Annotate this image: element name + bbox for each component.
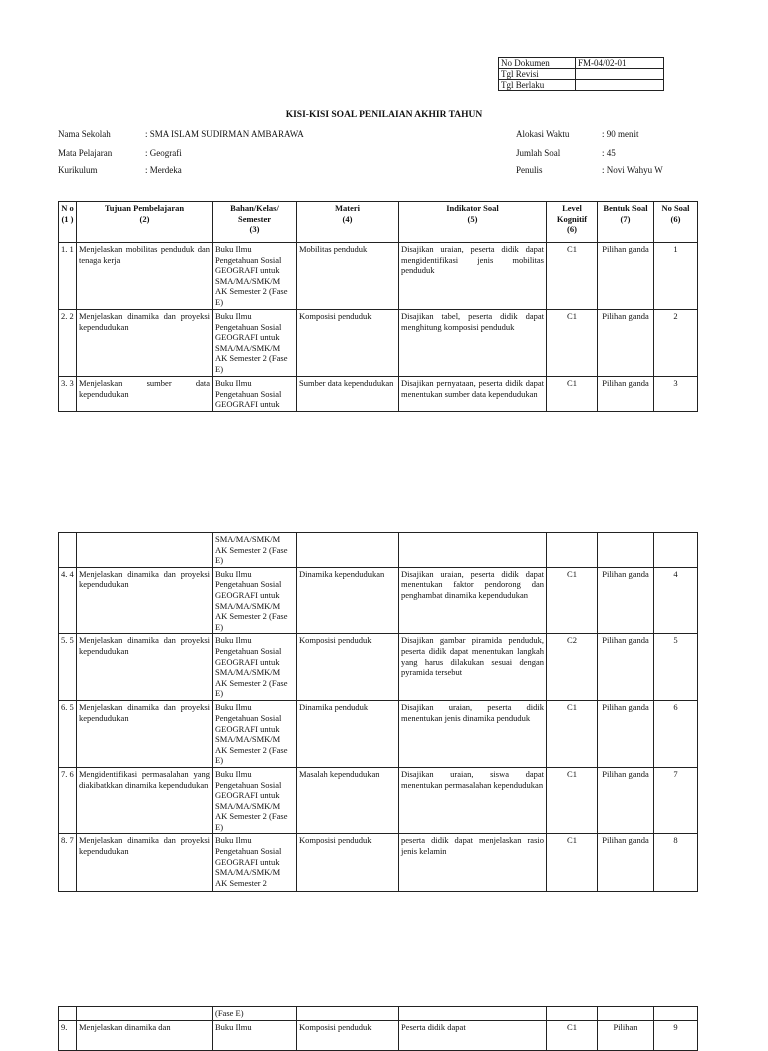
info-label-subject: Mata Pelajaran — [58, 148, 113, 158]
cell-bahan: Buku Ilmu Pengetahuan Sosial GEOGRAFI untuk SMA/MA/SMK/M AK Semester 2 (Fase E) — [213, 634, 297, 701]
cell-nosoal: 3 — [654, 377, 698, 412]
cell-bahan: Buku Ilmu Pengetahuan Sosial GEOGRAFI untuk SMA/MA/SMK/M AK Semester 2 (Fase E) — [213, 567, 297, 634]
cell-level: C1 — [547, 377, 598, 412]
header-label: Indikator Soal — [446, 203, 499, 213]
cell-bentuk — [598, 1007, 654, 1021]
cell-nosoal — [654, 1007, 698, 1021]
info-value-school: : SMA ISLAM SUDIRMAN AMBARAWA — [145, 129, 304, 139]
info-label-curriculum: Kurikulum — [58, 165, 98, 175]
grid-table-page-1 — [58, 201, 698, 412]
cell-no: 1. 1 — [59, 243, 77, 310]
cell-level: C1 — [547, 701, 598, 768]
doc-value: FM-04/02-01 — [576, 58, 664, 69]
table-row — [59, 634, 698, 701]
grid-table-page-2 — [58, 532, 698, 892]
cell-nosoal — [654, 533, 698, 568]
cell-indikator: Disajikan pernyataan, peserta didik dapat menentukan sumber data kependudukan — [399, 377, 547, 412]
doc-row-number — [499, 58, 664, 69]
cell-nosoal: 2 — [654, 310, 698, 377]
info-value-curriculum: : Merdeka — [145, 165, 182, 175]
cell-nosoal: 8 — [654, 834, 698, 892]
cell-no: 2. 2 — [59, 310, 77, 377]
doc-value — [576, 80, 664, 91]
cell-bentuk: Pilihan ganda — [598, 701, 654, 768]
table-row — [59, 310, 698, 377]
cell-tujuan: Mengidentifikasi permasalahan yang diakibatkkan dinamika kependudukan — [77, 767, 213, 834]
header-label: N o (1 ) — [61, 203, 74, 224]
header-number: (7) — [620, 213, 631, 224]
cell-no: 9. — [59, 1020, 77, 1050]
cell-no: 3. 3 — [59, 377, 77, 412]
cell-materi — [297, 533, 399, 568]
cell-bentuk: Pilihan ganda — [598, 567, 654, 634]
cell-materi: Sumber data kependudukan — [297, 377, 399, 412]
cell-indikator: Disajikan uraian, peserta didik menentukan jenis dinamika penduduk — [399, 701, 547, 768]
info-value-subject: : Geografi — [145, 148, 182, 158]
cell-tujuan: Menjelaskan dinamika dan proyeksi kependudukan — [77, 634, 213, 701]
cell-materi: Komposisi penduduk — [297, 1020, 399, 1050]
cell-no: 8. 7 — [59, 834, 77, 892]
grid-table-page-3 — [58, 1006, 698, 1051]
cell-materi: Komposisi penduduk — [297, 310, 399, 377]
header-number: (6) — [670, 213, 681, 224]
table-row — [59, 834, 698, 892]
cell-bentuk: Pilihan ganda — [598, 834, 654, 892]
cell-bahan: Buku Ilmu Pengetahuan Sosial GEOGRAFI untuk SMA/MA/SMK/M AK Semester 2 (Fase E) — [213, 767, 297, 834]
info-label-author: Penulis — [516, 165, 543, 175]
header-label: Tujuan Pembelajaran — [104, 203, 185, 213]
table-row — [59, 1020, 698, 1050]
cell-no — [59, 533, 77, 568]
header-label: Bentuk Soal — [603, 203, 648, 213]
table-row — [59, 767, 698, 834]
cell-tujuan — [77, 1007, 213, 1021]
cell-bahan: Buku Ilmu Pengetahuan Sosial GEOGRAFI untuk — [213, 377, 297, 412]
header-label: Bahan/Kelas/ Semester — [230, 203, 279, 224]
header-materi — [297, 202, 399, 243]
doc-row-effective — [499, 80, 664, 91]
cell-bentuk — [598, 533, 654, 568]
cell-tujuan: Menjelaskan mobilitas penduduk dan tenaga kerja — [77, 243, 213, 310]
doc-label: Tgl Berlaku — [499, 80, 576, 91]
cell-nosoal: 9 — [654, 1020, 698, 1050]
cell-level — [547, 1007, 598, 1021]
info-label-school: Nama Sekolah — [58, 129, 111, 139]
header-number: (2) — [139, 213, 150, 224]
cell-nosoal: 1 — [654, 243, 698, 310]
cell-bahan: Buku Ilmu Pengetahuan Sosial GEOGRAFI untuk SMA/MA/SMK/M AK Semester 2 (Fase E) — [213, 701, 297, 768]
cell-level: C1 — [547, 243, 598, 310]
cell-bentuk: Pilihan — [598, 1020, 654, 1050]
info-value-count: : 45 — [602, 148, 616, 158]
cell-indikator: Peserta didik dapat — [399, 1020, 547, 1050]
cell-level: C1 — [547, 834, 598, 892]
doc-label: No Dokumen — [499, 58, 576, 69]
info-label-count: Jumlah Soal — [516, 148, 561, 158]
cell-level: C1 — [547, 567, 598, 634]
cell-indikator: Disajikan gambar piramida penduduk, peserta didik dapat menentukan langkah yang harus dilakukan sesuai dengan pyramida tersebut — [399, 634, 547, 701]
cell-bahan: (Fase E) — [213, 1007, 297, 1021]
header-number: (5) — [467, 213, 478, 224]
header-nosoal — [654, 202, 698, 243]
doc-label: Tgl Revisi — [499, 69, 576, 80]
cell-indikator — [399, 1007, 547, 1021]
header-label: Level Kognitif — [556, 203, 588, 224]
header-indikator — [399, 202, 547, 243]
cell-nosoal: 6 — [654, 701, 698, 768]
cell-bahan: Buku Ilmu Pengetahuan Sosial GEOGRAFI untuk SMA/MA/SMK/M AK Semester 2 (Fase E) — [213, 243, 297, 310]
cell-materi — [297, 1007, 399, 1021]
header-level — [547, 202, 598, 243]
cell-level: C1 — [547, 1020, 598, 1050]
cell-tujuan: Menjelaskan dinamika dan proyeksi kependudukan — [77, 567, 213, 634]
cell-nosoal: 4 — [654, 567, 698, 634]
cell-indikator — [399, 533, 547, 568]
cell-bahan: Buku Ilmu Pengetahuan Sosial GEOGRAFI untuk SMA/MA/SMK/M AK Semester 2 — [213, 834, 297, 892]
header-bahan — [213, 202, 297, 243]
cell-indikator: Disajikan uraian, peserta didik dapat mengidentifikasi jenis mobilitas penduduk — [399, 243, 547, 310]
cell-tujuan: Menjelaskan sumber data kependudukan — [77, 377, 213, 412]
cell-level: C1 — [547, 310, 598, 377]
table-row — [59, 533, 698, 568]
cell-level: C2 — [547, 634, 598, 701]
cell-materi: Mobilitas penduduk — [297, 243, 399, 310]
table-row — [59, 1007, 698, 1021]
info-value-time: : 90 menit — [602, 129, 639, 139]
cell-bahan: SMA/MA/SMK/M AK Semester 2 (Fase E) — [213, 533, 297, 568]
cell-tujuan: Menjelaskan dinamika dan proyeksi kependudukan — [77, 310, 213, 377]
cell-indikator: Disajikan uraian, peserta didik dapat menentukan faktor pendorong dan penghambat dinamika kependudukan — [399, 567, 547, 634]
doc-row-revision — [499, 69, 664, 80]
header-number: (3) — [249, 224, 260, 235]
cell-materi: Komposisi penduduk — [297, 634, 399, 701]
cell-indikator: Disajikan tabel, peserta didik dapat menghitung komposisi penduduk — [399, 310, 547, 377]
cell-nosoal: 5 — [654, 634, 698, 701]
header-number: (4) — [342, 213, 353, 224]
cell-tujuan — [77, 533, 213, 568]
cell-indikator: peserta didik dapat menjelaskan rasio jenis kelamin — [399, 834, 547, 892]
cell-materi: Masalah kependudukan — [297, 767, 399, 834]
cell-indikator: Disajikan uraian, siswa dapat menentukan permasalahan kependudukan — [399, 767, 547, 834]
cell-bentuk: Pilihan ganda — [598, 767, 654, 834]
table-row — [59, 377, 698, 412]
info-label-time: Alokasi Waktu — [516, 129, 570, 139]
document-title: KISI-KISI SOAL PENILAIAN AKHIR TAHUN — [285, 110, 483, 120]
cell-bahan: Buku Ilmu — [213, 1020, 297, 1050]
cell-no: 4. 4 — [59, 567, 77, 634]
cell-materi: Dinamika kependudukan — [297, 567, 399, 634]
cell-bentuk: Pilihan ganda — [598, 310, 654, 377]
cell-materi: Dinamika penduduk — [297, 701, 399, 768]
cell-no: 5. 5 — [59, 634, 77, 701]
cell-bahan: Buku Ilmu Pengetahuan Sosial GEOGRAFI untuk SMA/MA/SMK/M AK Semester 2 (Fase E) — [213, 310, 297, 377]
cell-nosoal: 7 — [654, 767, 698, 834]
cell-bentuk: Pilihan ganda — [598, 634, 654, 701]
cell-tujuan: Menjelaskan dinamika dan — [77, 1020, 213, 1050]
cell-tujuan: Menjelaskan dinamika dan proyeksi kependudukan — [77, 834, 213, 892]
table-row — [59, 243, 698, 310]
doc-value — [576, 69, 664, 80]
cell-bentuk: Pilihan ganda — [598, 243, 654, 310]
cell-level — [547, 533, 598, 568]
header-label: Materi — [334, 203, 360, 213]
table-row — [59, 567, 698, 634]
table-row — [59, 701, 698, 768]
cell-no: 6. 5 — [59, 701, 77, 768]
cell-bentuk: Pilihan ganda — [598, 377, 654, 412]
cell-materi: Komposisi penduduk — [297, 834, 399, 892]
info-value-author: : Novi Wahyu W — [602, 165, 663, 175]
cell-no — [59, 1007, 77, 1021]
header-no — [59, 202, 77, 243]
cell-no: 7. 6 — [59, 767, 77, 834]
header-tujuan — [77, 202, 213, 243]
table-header-row — [59, 202, 698, 243]
header-bentuk — [598, 202, 654, 243]
document-info-box — [498, 57, 664, 91]
header-number: (6) — [567, 224, 577, 235]
cell-level: C1 — [547, 767, 598, 834]
header-label: No Soal — [661, 203, 690, 213]
cell-tujuan: Menjelaskan dinamika dan proyeksi kependudukan — [77, 701, 213, 768]
